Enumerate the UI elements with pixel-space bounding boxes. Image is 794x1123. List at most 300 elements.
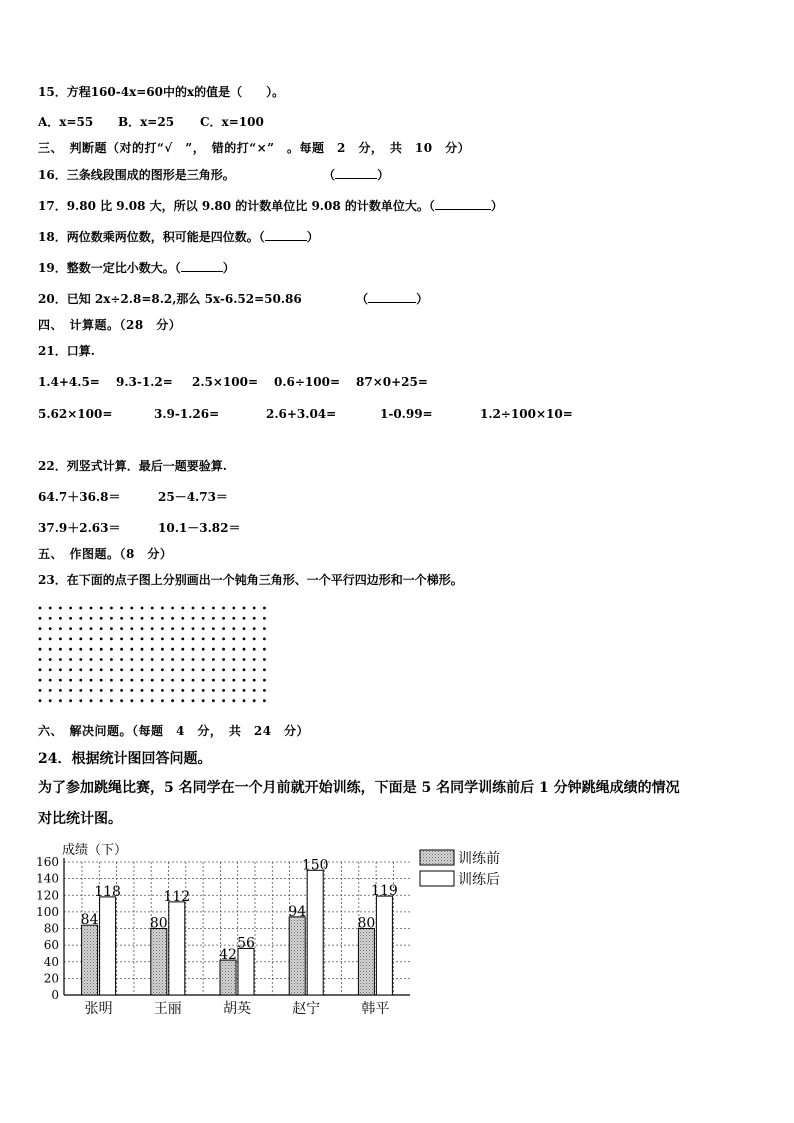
bar-before-training <box>82 925 98 995</box>
data-label: 94 <box>288 903 307 920</box>
grid-dot <box>232 658 235 661</box>
grid-dot <box>110 679 113 682</box>
grid-dot <box>171 607 174 610</box>
grid-dot <box>202 638 205 641</box>
grid-dot <box>192 648 195 651</box>
judge-16 <box>38 166 389 183</box>
grid-dot <box>171 617 174 620</box>
grid-dot <box>59 668 62 671</box>
grid-dot <box>130 648 133 651</box>
bar-after-training <box>238 948 254 995</box>
grid-dot <box>202 627 205 630</box>
grid-dot <box>243 648 246 651</box>
data-label: 150 <box>301 857 329 874</box>
legend-label: 训练后 <box>458 872 500 888</box>
grid-dot <box>181 658 184 661</box>
judge-19-close: ） <box>222 261 235 275</box>
q21-r2-c3: 2.6+3.04= <box>266 407 337 421</box>
grid-dot <box>110 607 113 610</box>
grid-dot <box>202 607 205 610</box>
judge-19-text: 19．整数一定比小数大。 <box>38 261 175 275</box>
grid-dot <box>100 638 103 641</box>
grid-dot <box>222 699 225 702</box>
bar-after-training <box>169 902 185 995</box>
data-label: 112 <box>163 888 191 905</box>
grid-dot <box>130 699 133 702</box>
bar-after-training <box>100 897 116 995</box>
grid-dot <box>100 668 103 671</box>
grid-dot <box>79 668 82 671</box>
grid-dot <box>263 689 266 692</box>
grid-dot <box>151 658 154 661</box>
grid-dot <box>110 648 113 651</box>
judge-20-open: （ <box>356 292 369 306</box>
judge-20-close: ） <box>416 292 429 306</box>
grid-dot <box>192 679 195 682</box>
grid-dot <box>90 679 93 682</box>
grid-dot <box>120 658 123 661</box>
grid-dot <box>90 658 93 661</box>
grid-dot <box>212 607 215 610</box>
bar-before-training <box>151 929 167 996</box>
grid-dot <box>171 668 174 671</box>
grid-dot <box>49 699 52 702</box>
grid-dot <box>253 668 256 671</box>
grid-dot <box>110 699 113 702</box>
grid-dot <box>263 699 266 702</box>
y-tick-label: 100 <box>36 904 59 919</box>
grid-dot <box>151 668 154 671</box>
judge-18-close: ） <box>306 230 319 244</box>
grid-dot <box>59 658 62 661</box>
grid-dot <box>212 638 215 641</box>
grid-dot <box>79 617 82 620</box>
grid-dot <box>69 607 72 610</box>
grid-dot <box>59 607 62 610</box>
y-tick-label: 120 <box>36 888 59 903</box>
bar-before-training <box>358 929 374 996</box>
grid-dot <box>130 627 133 630</box>
x-category-label: 韩平 <box>361 1001 390 1017</box>
grid-dot <box>100 648 103 651</box>
grid-dot <box>100 689 103 692</box>
grid-dot <box>202 689 205 692</box>
data-label: 119 <box>371 883 398 900</box>
grid-dot <box>181 679 184 682</box>
grid-dot <box>100 699 103 702</box>
grid-dot <box>253 627 256 630</box>
grid-dot <box>232 679 235 682</box>
q15-option-b: B．x=25 <box>118 115 175 129</box>
q22-r1-c1: 64.7＋36.8＝ <box>38 490 121 504</box>
grid-dot <box>263 638 266 641</box>
grid-dot <box>141 617 144 620</box>
grid-dot <box>202 679 205 682</box>
x-category-label: 赵宁 <box>292 1001 321 1017</box>
grid-dot <box>253 679 256 682</box>
grid-dot <box>141 689 144 692</box>
judge-18-text: 18．两位数乘两位数，积可能是四位数。 <box>38 230 259 244</box>
grid-dot <box>130 679 133 682</box>
grid-dot <box>263 607 266 610</box>
grid-dot <box>49 658 52 661</box>
grid-dot <box>212 679 215 682</box>
bar-before-training <box>289 917 305 995</box>
grid-dot <box>151 617 154 620</box>
y-tick-label: 160 <box>36 855 59 869</box>
grid-dot <box>120 648 123 651</box>
grid-dot <box>192 638 195 641</box>
grid-dot <box>59 617 62 620</box>
grid-dot <box>222 648 225 651</box>
y-axis-label: 成绩（下） <box>62 843 128 858</box>
data-label: 118 <box>94 883 121 900</box>
judge-17-close: ） <box>490 199 503 213</box>
grid-dot <box>181 638 184 641</box>
judge-16-close: ） <box>377 168 390 182</box>
grid-dot <box>222 627 225 630</box>
grid-dot <box>263 617 266 620</box>
grid-dot <box>263 648 266 651</box>
dot-grid[interactable] <box>36 604 276 708</box>
x-category-label: 胡英 <box>223 1001 251 1017</box>
grid-dot <box>120 638 123 641</box>
grid-dot <box>232 699 235 702</box>
grid-dot <box>243 627 246 630</box>
data-label: 80 <box>357 915 376 932</box>
grid-dot <box>263 668 266 671</box>
judge-17-open: （ <box>428 199 435 213</box>
grid-dot <box>222 607 225 610</box>
judge-17 <box>38 197 503 214</box>
grid-dot <box>90 648 93 651</box>
q21-r1-c1: 1.4+4.5= <box>38 375 100 389</box>
section-4-title: 四、 计算题。（28 分） <box>38 318 182 332</box>
y-tick-label: 40 <box>43 954 59 969</box>
grid-dot <box>202 617 205 620</box>
q21-r1-c2: 9.3-1.2= <box>116 375 173 389</box>
grid-dot <box>59 699 62 702</box>
grid-dot <box>141 679 144 682</box>
grid-dot <box>161 658 164 661</box>
y-tick-label: 140 <box>36 871 59 886</box>
grid-dot <box>222 668 225 671</box>
grid-dot <box>90 689 93 692</box>
grid-dot <box>171 699 174 702</box>
grid-dot <box>110 627 113 630</box>
grid-dot <box>39 607 42 610</box>
grid-dot <box>263 627 266 630</box>
legend-swatch <box>420 871 454 886</box>
grid-dot <box>90 638 93 641</box>
grid-dot <box>49 638 52 641</box>
q15-option-c: C．x=100 <box>200 115 264 129</box>
q15-option-a: A．x=55 <box>38 115 94 129</box>
grid-dot <box>253 638 256 641</box>
grid-dot <box>253 648 256 651</box>
q22-r2-c1: 37.9＋2.63＝ <box>38 521 121 535</box>
judge-18-open: （ <box>258 230 265 244</box>
grid-dot <box>130 617 133 620</box>
q21-r2-c5: 1.2÷100×10= <box>480 407 573 421</box>
grid-dot <box>90 699 93 702</box>
grid-dot <box>79 627 82 630</box>
section-5-title: 五、 作图题。（8 分） <box>38 547 173 561</box>
grid-dot <box>151 648 154 651</box>
y-tick-label: 0 <box>51 988 59 1002</box>
grid-dot <box>222 658 225 661</box>
grid-dot <box>69 668 72 671</box>
bar-chart <box>30 842 550 1022</box>
grid-dot <box>171 658 174 661</box>
judge-19-answer-blank[interactable] <box>181 259 223 272</box>
data-label: 80 <box>149 915 168 932</box>
grid-dot <box>130 658 133 661</box>
grid-dot <box>59 648 62 651</box>
judge-19 <box>38 259 235 276</box>
grid-dot <box>141 648 144 651</box>
bar-before-training <box>220 960 236 995</box>
grid-dot <box>181 617 184 620</box>
grid-dot <box>59 638 62 641</box>
grid-dot <box>212 668 215 671</box>
grid-dot <box>232 648 235 651</box>
grid-dot <box>212 627 215 630</box>
grid-dot <box>181 607 184 610</box>
grid-dot <box>171 627 174 630</box>
grid-dot <box>192 668 195 671</box>
grid-dot <box>232 627 235 630</box>
grid-dot <box>253 699 256 702</box>
grid-dot <box>192 607 195 610</box>
grid-dot <box>49 607 52 610</box>
grid-dot <box>192 689 195 692</box>
grid-dot <box>253 607 256 610</box>
grid-dot <box>141 638 144 641</box>
grid-dot <box>243 679 246 682</box>
q24-title: 24．根据统计图回答问题。 <box>38 751 212 767</box>
judge-16-answer-blank[interactable] <box>335 166 377 179</box>
grid-dot <box>243 638 246 641</box>
q15-stem: 15．方程160-4x=60中的x的值是（ ）。 <box>38 85 285 99</box>
grid-dot <box>100 607 103 610</box>
y-tick-label: 60 <box>43 938 59 953</box>
grid-dot <box>243 658 246 661</box>
grid-dot <box>222 617 225 620</box>
grid-dot <box>39 689 42 692</box>
bar-after-training <box>307 870 323 995</box>
data-label: 42 <box>219 947 237 964</box>
grid-dot <box>110 689 113 692</box>
grid-dot <box>161 679 164 682</box>
section-6-title: 六、 解决问题。（每题 4 分， 共 24 分） <box>38 724 310 738</box>
judge-19-open: （ <box>174 261 181 275</box>
grid-dot <box>222 689 225 692</box>
grid-dot <box>59 679 62 682</box>
grid-dot <box>212 648 215 651</box>
legend-swatch <box>420 850 454 865</box>
grid-dot <box>243 699 246 702</box>
grid-dot <box>141 658 144 661</box>
grid-dot <box>130 638 133 641</box>
judge-20-text: 20．已知 2x÷2.8=8.2,那么 5x-6.52=50.86 <box>38 292 302 306</box>
q24-desc-line1: 为了参加跳绳比赛，5 名同学在一个月前就开始训练，下面是 5 名同学训练前后 1 分钟跳绳成绩的情况 <box>38 780 680 796</box>
grid-dot <box>141 699 144 702</box>
q21-r2-c1: 5.62×100= <box>38 407 113 421</box>
grid-dot <box>69 679 72 682</box>
grid-dot <box>39 627 42 630</box>
grid-dot <box>253 689 256 692</box>
grid-dot <box>120 699 123 702</box>
grid-dot <box>232 668 235 671</box>
grid-dot <box>171 689 174 692</box>
grid-dot <box>171 648 174 651</box>
grid-dot <box>110 658 113 661</box>
grid-dot <box>100 627 103 630</box>
grid-dot <box>90 627 93 630</box>
grid-dot <box>141 627 144 630</box>
q21-r1-c3: 2.5×100= <box>192 375 259 389</box>
grid-dot <box>222 679 225 682</box>
grid-dot <box>151 679 154 682</box>
grid-dot <box>212 658 215 661</box>
judge-18-answer-blank[interactable] <box>265 228 307 241</box>
grid-dot <box>69 689 72 692</box>
grid-dot <box>49 648 52 651</box>
grid-dot <box>161 638 164 641</box>
q21-r2-c4: 1-0.99= <box>380 407 433 421</box>
grid-dot <box>253 658 256 661</box>
legend-label: 训练前 <box>458 851 500 867</box>
grid-dot <box>243 617 246 620</box>
grid-dot <box>212 689 215 692</box>
y-tick-label: 20 <box>43 971 59 986</box>
grid-dot <box>69 658 72 661</box>
q24-desc-line2: 对比统计图。 <box>38 811 122 827</box>
grid-dot <box>79 689 82 692</box>
grid-dot <box>79 658 82 661</box>
grid-dot <box>243 668 246 671</box>
grid-dot <box>161 699 164 702</box>
q22-r1-c2: 25－4.73＝ <box>158 490 228 504</box>
grid-dot <box>59 689 62 692</box>
grid-dot <box>120 689 123 692</box>
grid-dot <box>192 699 195 702</box>
grid-dot <box>49 689 52 692</box>
grid-dot <box>161 627 164 630</box>
grid-dot <box>49 679 52 682</box>
judge-17-text: 17．9.80 比 9.08 大，所以 9.80 的计数单位比 9.08 的计数单位大。 <box>38 199 429 213</box>
grid-dot <box>39 668 42 671</box>
grid-dot <box>192 658 195 661</box>
grid-dot <box>130 689 133 692</box>
grid-dot <box>120 679 123 682</box>
q21-title: 21．口算. <box>38 344 95 358</box>
judge-16-open: （ <box>323 168 336 182</box>
grid-dot <box>192 627 195 630</box>
bar-after-training <box>376 896 392 995</box>
grid-dot <box>232 617 235 620</box>
grid-dot <box>222 638 225 641</box>
grid-dot <box>79 679 82 682</box>
q21-r1-c4: 0.6÷100= <box>274 375 341 389</box>
grid-dot <box>181 699 184 702</box>
grid-dot <box>59 627 62 630</box>
grid-dot <box>161 607 164 610</box>
grid-dot <box>39 638 42 641</box>
grid-dot <box>100 617 103 620</box>
grid-dot <box>243 607 246 610</box>
grid-dot <box>202 648 205 651</box>
grid-dot <box>69 638 72 641</box>
grid-dot <box>69 617 72 620</box>
grid-dot <box>120 627 123 630</box>
grid-dot <box>161 668 164 671</box>
q21-r2-c2: 3.9-1.26= <box>154 407 220 421</box>
grid-dot <box>181 668 184 671</box>
grid-dot <box>151 638 154 641</box>
grid-dot <box>69 648 72 651</box>
data-label: 56 <box>237 935 255 952</box>
grid-dot <box>39 658 42 661</box>
grid-dot <box>181 627 184 630</box>
grid-dot <box>100 679 103 682</box>
grid-dot <box>141 607 144 610</box>
grid-dot <box>171 638 174 641</box>
x-category-label: 王丽 <box>153 1001 182 1017</box>
grid-dot <box>49 617 52 620</box>
grid-dot <box>110 668 113 671</box>
grid-dot <box>253 617 256 620</box>
grid-dot <box>79 699 82 702</box>
grid-dot <box>120 668 123 671</box>
judge-17-answer-blank[interactable] <box>435 197 491 210</box>
grid-dot <box>263 679 266 682</box>
grid-dot <box>202 668 205 671</box>
grid-dot <box>151 627 154 630</box>
grid-dot <box>161 648 164 651</box>
judge-20-answer-blank[interactable] <box>368 290 416 303</box>
grid-dot <box>192 617 195 620</box>
grid-dot <box>130 607 133 610</box>
grid-dot <box>39 699 42 702</box>
grid-dot <box>120 607 123 610</box>
grid-dot <box>90 668 93 671</box>
grid-dot <box>90 607 93 610</box>
x-category-label: 张明 <box>84 1001 113 1017</box>
grid-dot <box>79 607 82 610</box>
grid-dot <box>151 607 154 610</box>
grid-dot <box>39 679 42 682</box>
grid-dot <box>141 668 144 671</box>
grid-dot <box>243 689 246 692</box>
grid-dot <box>232 689 235 692</box>
grid-dot <box>181 648 184 651</box>
grid-dot <box>90 617 93 620</box>
grid-dot <box>181 689 184 692</box>
grid-dot <box>202 658 205 661</box>
y-tick-label: 80 <box>43 921 59 936</box>
grid-dot <box>79 638 82 641</box>
data-label: 84 <box>80 912 99 929</box>
grid-dot <box>110 617 113 620</box>
grid-dot <box>120 617 123 620</box>
grid-dot <box>171 679 174 682</box>
judge-18 <box>38 228 319 245</box>
grid-dot <box>39 648 42 651</box>
grid-dot <box>232 638 235 641</box>
grid-dot <box>69 627 72 630</box>
